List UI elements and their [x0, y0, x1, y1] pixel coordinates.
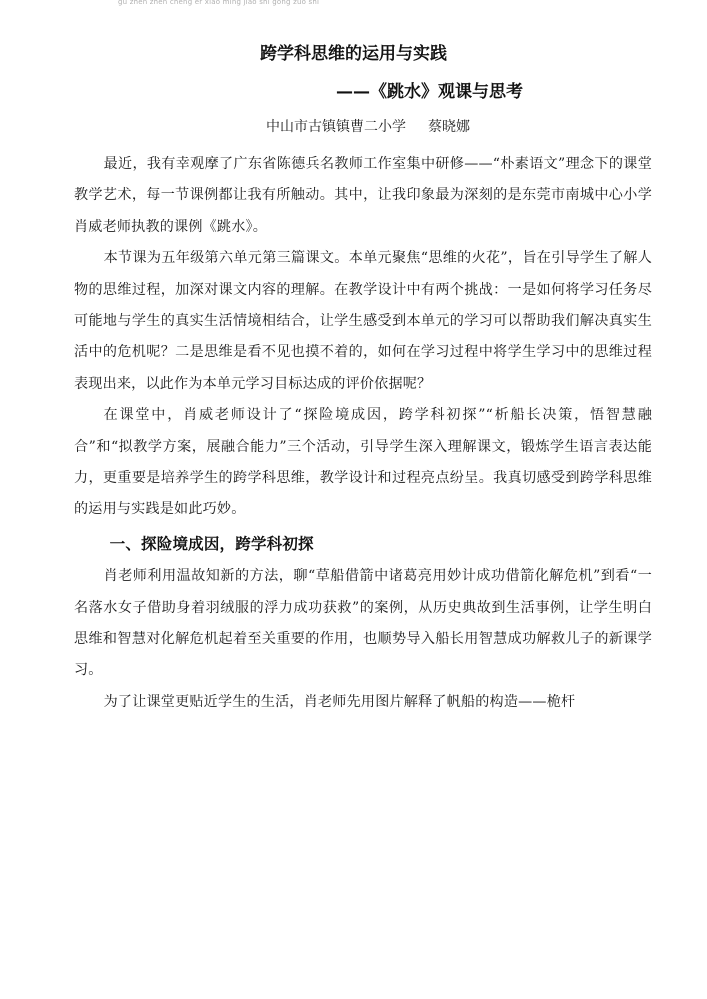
document-title: 跨学科思维的运用与实践	[260, 44, 447, 64]
author-name: 蔡晓娜	[428, 119, 470, 135]
body-text	[74, 149, 652, 718]
paragraph: 本节课为五年级第六单元第三篇课文。本单元聚焦“思维的火花”，旨在引导学生了解人物的思维过程，加深对课文内容的理解。在教学设计中有两个挑战：一是如何将学习任务尽可能地与学生的真实生活情境相结合，让学生感受到本单元的学习可以帮助我们解决真实生活中的危机呢？二是思维是看不见也摸不着的，如何在学习过程中将学生学习中的思维过程表现出来，以此作为本单元学习目标达成的评价依据呢？	[74, 250, 652, 392]
paragraph: 最近，我有幸观摩了广东省陈德兵名教师工作室集中研修——“朴素语文”理念下的课堂教学艺术，每一节课例都让我有所触动。其中，让我印象最为深刻的是东莞市南城中心小学肖威老师执教的课例《跳水》。	[74, 156, 652, 235]
author-school: 中山市古镇镇曹二小学	[266, 119, 406, 135]
paragraph: 为了让课堂更贴近学生的生活，肖老师先用图片解释了帆船的构造——桅杆	[103, 693, 576, 710]
header-note: gu zhen zhen cheng er xiao ming jiao shi gong zuo shi	[118, 0, 320, 6]
document-subtitle: ——《跳水》观课与思考	[336, 82, 523, 102]
paragraph: 肖老师利用温故知新的方法，聊“草船借箭中诸葛亮用妙计成功借箭化解危机”到看“一名落水女子借助身着羽绒服的浮力成功获救”的案例，从历史典故到生活事例，让学生明白思维和智慧对化解危机起着至关重要的作用，也顺势导入船长用智慧成功解救儿子的新课学习。	[74, 568, 652, 679]
section-heading: 一、探险境成因，跨学科初探	[109, 534, 314, 553]
author-line	[266, 116, 470, 136]
paragraph: 在课堂中，肖威老师设计了“探险境成因，跨学科初探”“析船长决策，悟智慧融合”和“拟教学方案，展融合能力”三个活动，引导学生深入理解课文，锻炼学生语言表达能力，更重要是培养学生的跨学科思维，教学设计和过程亮点纷呈。我真切感受到跨学科思维的运用与实践是如此巧妙。	[74, 407, 652, 518]
